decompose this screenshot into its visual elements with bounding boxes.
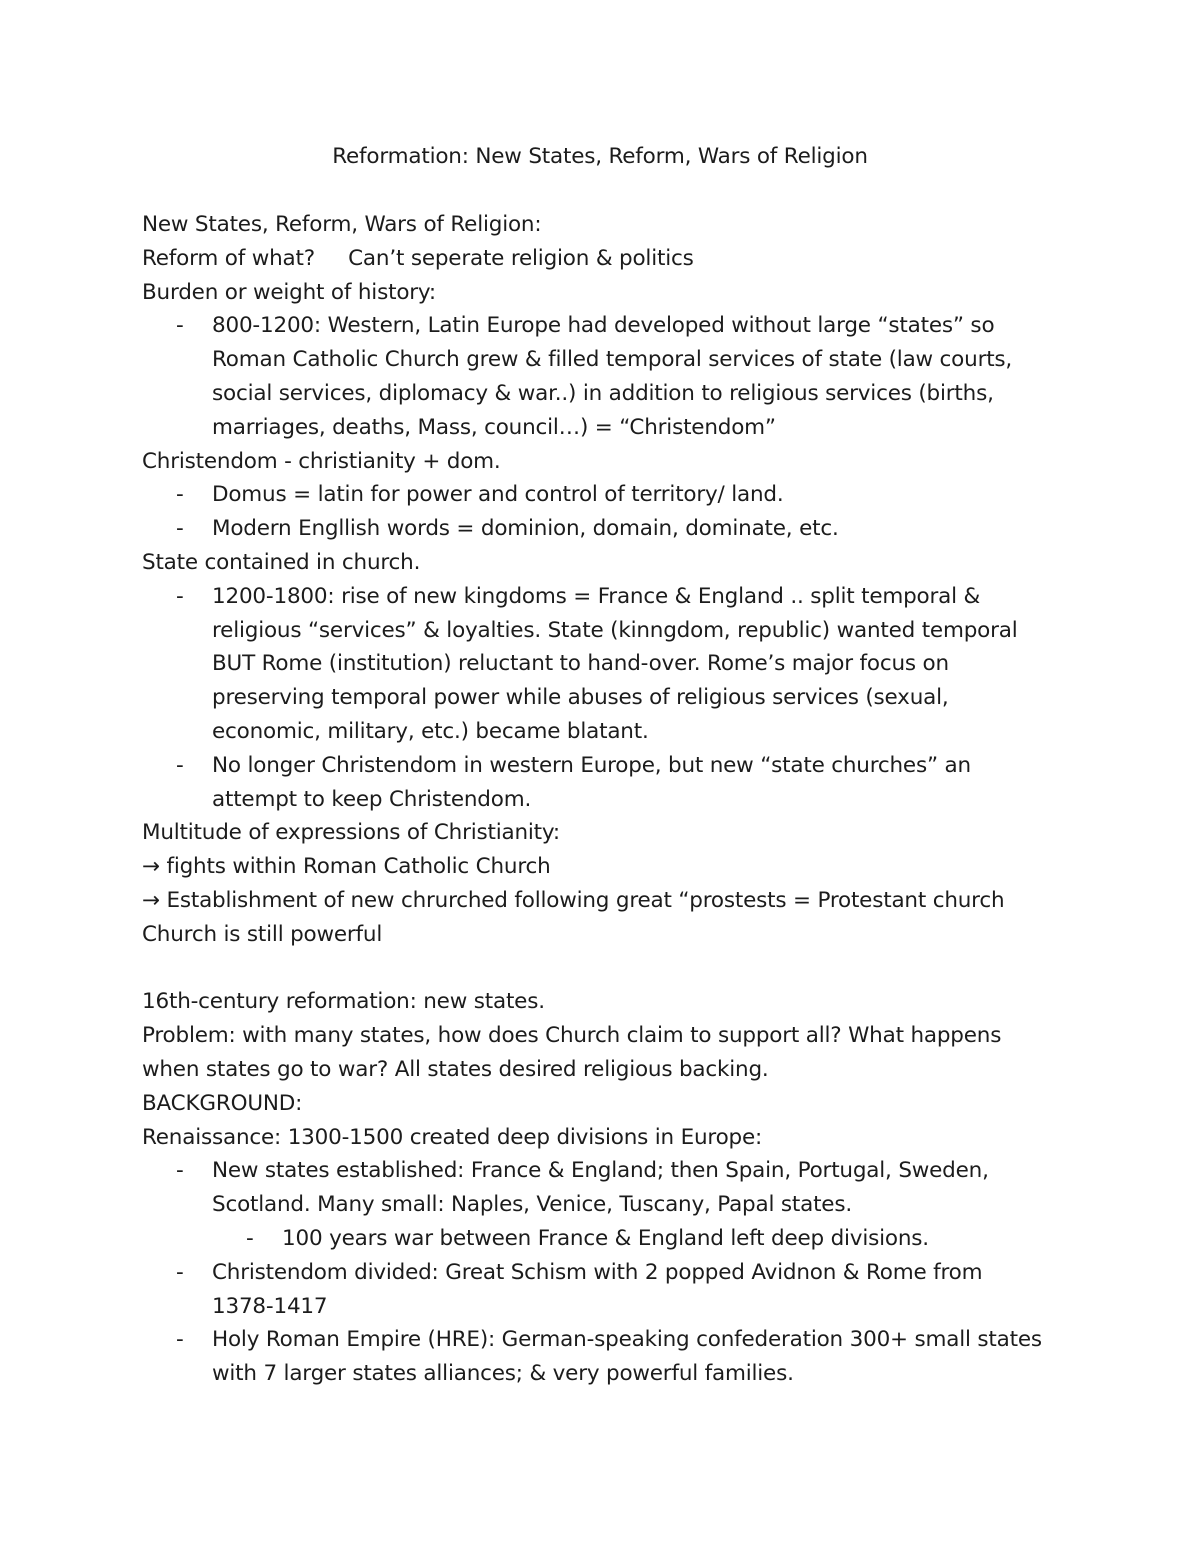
renaissance-sublist xyxy=(142,1222,1042,1256)
section-heading: New States, Reform, Wars of Religion: xyxy=(142,212,542,237)
list-item-text: 800-1200: Western, Latin Europe had developed without large “states” so Roman Catholic Church grew & filled temporal services of state (law courts, social services, diplomacy & war..) in addition to religious services (births, marriages, deaths, Mass, council…) = “Christendom” xyxy=(212,313,1013,440)
burden-heading: Burden or weight of history: xyxy=(142,279,436,305)
list-item-text: Holy Roman Empire (HRE): German-speaking confederation 300+ small states with 7 larger states alliances; & very powerful families. xyxy=(212,1327,1042,1387)
list-item-text: Christendom divided: Great Schism with 2 popped Avidnon & Rome from 1378-1417 xyxy=(212,1259,983,1319)
list-item xyxy=(142,1222,1042,1256)
list-item xyxy=(142,1256,1042,1324)
century-heading: 16th-century reformation: new states. xyxy=(142,989,545,1015)
problem-paragraph: Problem: with many states, how does Church claim to support all? What happens when states go to war? All states desired religious backing. xyxy=(142,1023,1002,1082)
list-item-text: Modern Engllish words = dominion, domain, dominate, etc. xyxy=(212,516,839,542)
document-body xyxy=(142,208,1042,1391)
blank-line xyxy=(142,952,1042,986)
list-item xyxy=(142,580,1042,749)
multitude-heading: Multitude of expressions of Christianity: xyxy=(142,820,560,846)
reform-question: Reform of what? Can’t seperate religion & politics xyxy=(142,245,694,271)
arrow-line-2: → Establishment of new chrurched following great “prostests = Protestant church xyxy=(142,887,1005,913)
list-item-text: New states established: France & England; then Spain, Portugal, Sweden, Scotland. Many small: Naples, Venice, Tuscany, Papal states. xyxy=(212,1158,989,1218)
state-list xyxy=(142,580,1042,817)
renaissance-list xyxy=(142,1154,1042,1222)
arrow-line-1: → fights within Roman Catholic Church xyxy=(142,854,551,880)
list-item xyxy=(142,309,1042,444)
renaissance-list-continued xyxy=(142,1256,1042,1391)
renaissance-heading: Renaissance: 1300-1500 created deep divisions in Europe: xyxy=(142,1124,763,1150)
list-item xyxy=(142,512,1042,546)
list-item-text: Domus = latin for power and control of territory/ land. xyxy=(212,482,784,508)
church-powerful-line: Church is still powerful xyxy=(142,921,383,947)
christendom-list xyxy=(142,478,1042,546)
document-title xyxy=(0,140,1200,174)
list-item-text: 1200-1800: rise of new kingdoms = France & England .. split temporal & religious “services” & loyalties. State (kinngdom, republic) wanted temporal BUT Rome (institution) reluctant to hand-over. Rome’s major focus on preserving temporal power while abuses of religious services (sexual, economic, military, etc.) became blatant. xyxy=(212,583,1018,744)
background-heading: BACKGROUND: xyxy=(142,1090,303,1116)
christendom-heading: Christendom - christianity + dom. xyxy=(142,448,501,474)
burden-list xyxy=(142,309,1042,444)
state-contained-heading: State contained in church. xyxy=(142,549,421,575)
list-item xyxy=(142,1154,1042,1222)
list-item-text: 100 years war between France & England left deep divisions. xyxy=(282,1225,929,1251)
list-item-text: No longer Christendom in western Europe, but new “state churches” an attempt to keep Christendom. xyxy=(212,752,971,812)
list-item xyxy=(142,1323,1042,1391)
title-text: Reformation: New States, Reform, Wars of Religion xyxy=(332,144,868,169)
list-item xyxy=(142,749,1042,817)
list-item xyxy=(142,478,1042,512)
